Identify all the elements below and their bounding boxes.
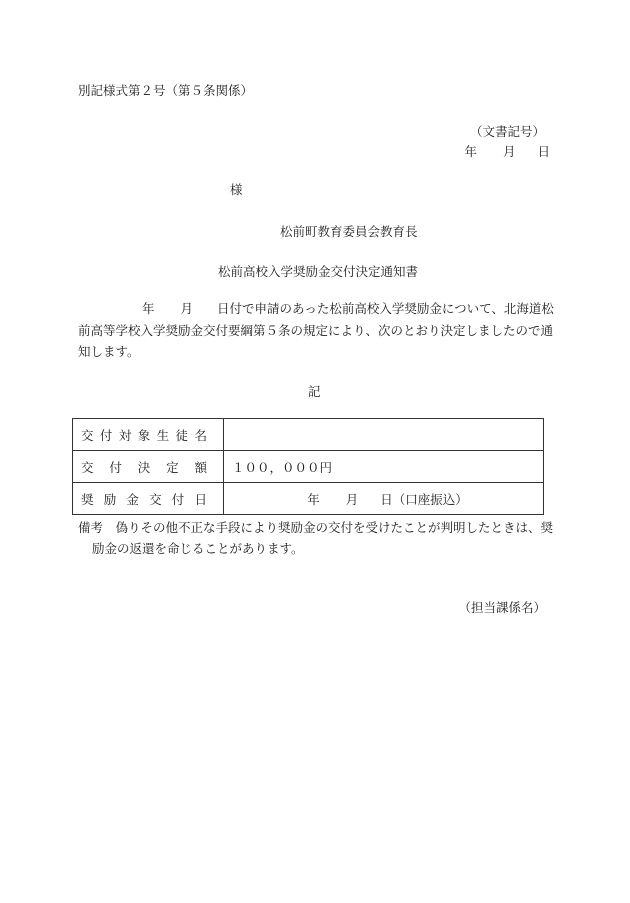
grant-table [72,418,544,515]
grant-date-month: 月 [345,491,359,507]
sender: 松前町教育委員会教育長 [280,224,418,239]
label-char: 励 [103,491,117,507]
label-char: 対 [118,427,132,443]
label-char: 付 [171,491,185,507]
label-char: 交 [149,491,162,507]
date-day: 日 [537,144,550,159]
value-grant-date [224,483,544,515]
label-char: 交 [81,459,94,475]
label-char: 名 [194,427,207,443]
remarks-line-2: 励金の返還を命じることがあります。 [92,541,304,556]
form-number: 別記様式第２号（第５条関係） [78,83,254,98]
label-char: 付 [99,427,113,443]
label-char: 金 [126,491,139,507]
table-row [73,451,544,483]
label-char: 徒 [175,427,189,443]
label-char: 定 [166,459,179,475]
issue-date [464,142,550,160]
table-row [73,483,544,515]
body-line-1-rest: 日付で申請のあった松前高校入学奨励金について、北海道松 [217,301,554,316]
grant-date-year: 年 [307,491,320,507]
addressee: 様 [230,182,243,197]
ki-heading: 記 [308,384,321,399]
body-text [78,298,552,363]
body-line-3: 知します。 [78,344,140,359]
body-line-1 [78,298,552,320]
label-char: 決 [137,459,151,475]
label-char: 付 [109,459,122,475]
document-number: （文書記号） [469,124,545,139]
label-grant-amount [73,451,224,483]
label-student-name [73,419,224,451]
remarks [78,517,552,559]
label-grant-date [73,483,224,515]
date-month: 月 [502,144,516,159]
document-title: 松前高校入学奨励金交付決定通知書 [218,264,419,279]
label-char: 奨 [81,491,94,507]
value-student-name [224,419,544,451]
contact-section: （担当課係名） [458,600,546,615]
grant-date-day: 日（口座振込） [380,491,468,507]
label-char: 日 [194,491,207,507]
label-char: 生 [156,427,170,443]
label-char: 交 [81,427,94,443]
label-char: 象 [137,427,151,443]
body-year: 年 [142,301,155,316]
label-char: 額 [194,459,207,475]
body-line-2: 前高等学校入学奨励金交付要綱第５条の規定により、次のとおり決定しましたので通 [78,322,554,338]
body-month: 月 [180,301,194,316]
table-row [73,419,544,451]
value-grant-amount: １００，０００円 [224,451,544,483]
remarks-line-1: 備考 偽りその他不正な手段により奨励金の交付を受けたことが判明したときは、奨 [78,520,554,535]
date-year: 年 [464,144,477,159]
